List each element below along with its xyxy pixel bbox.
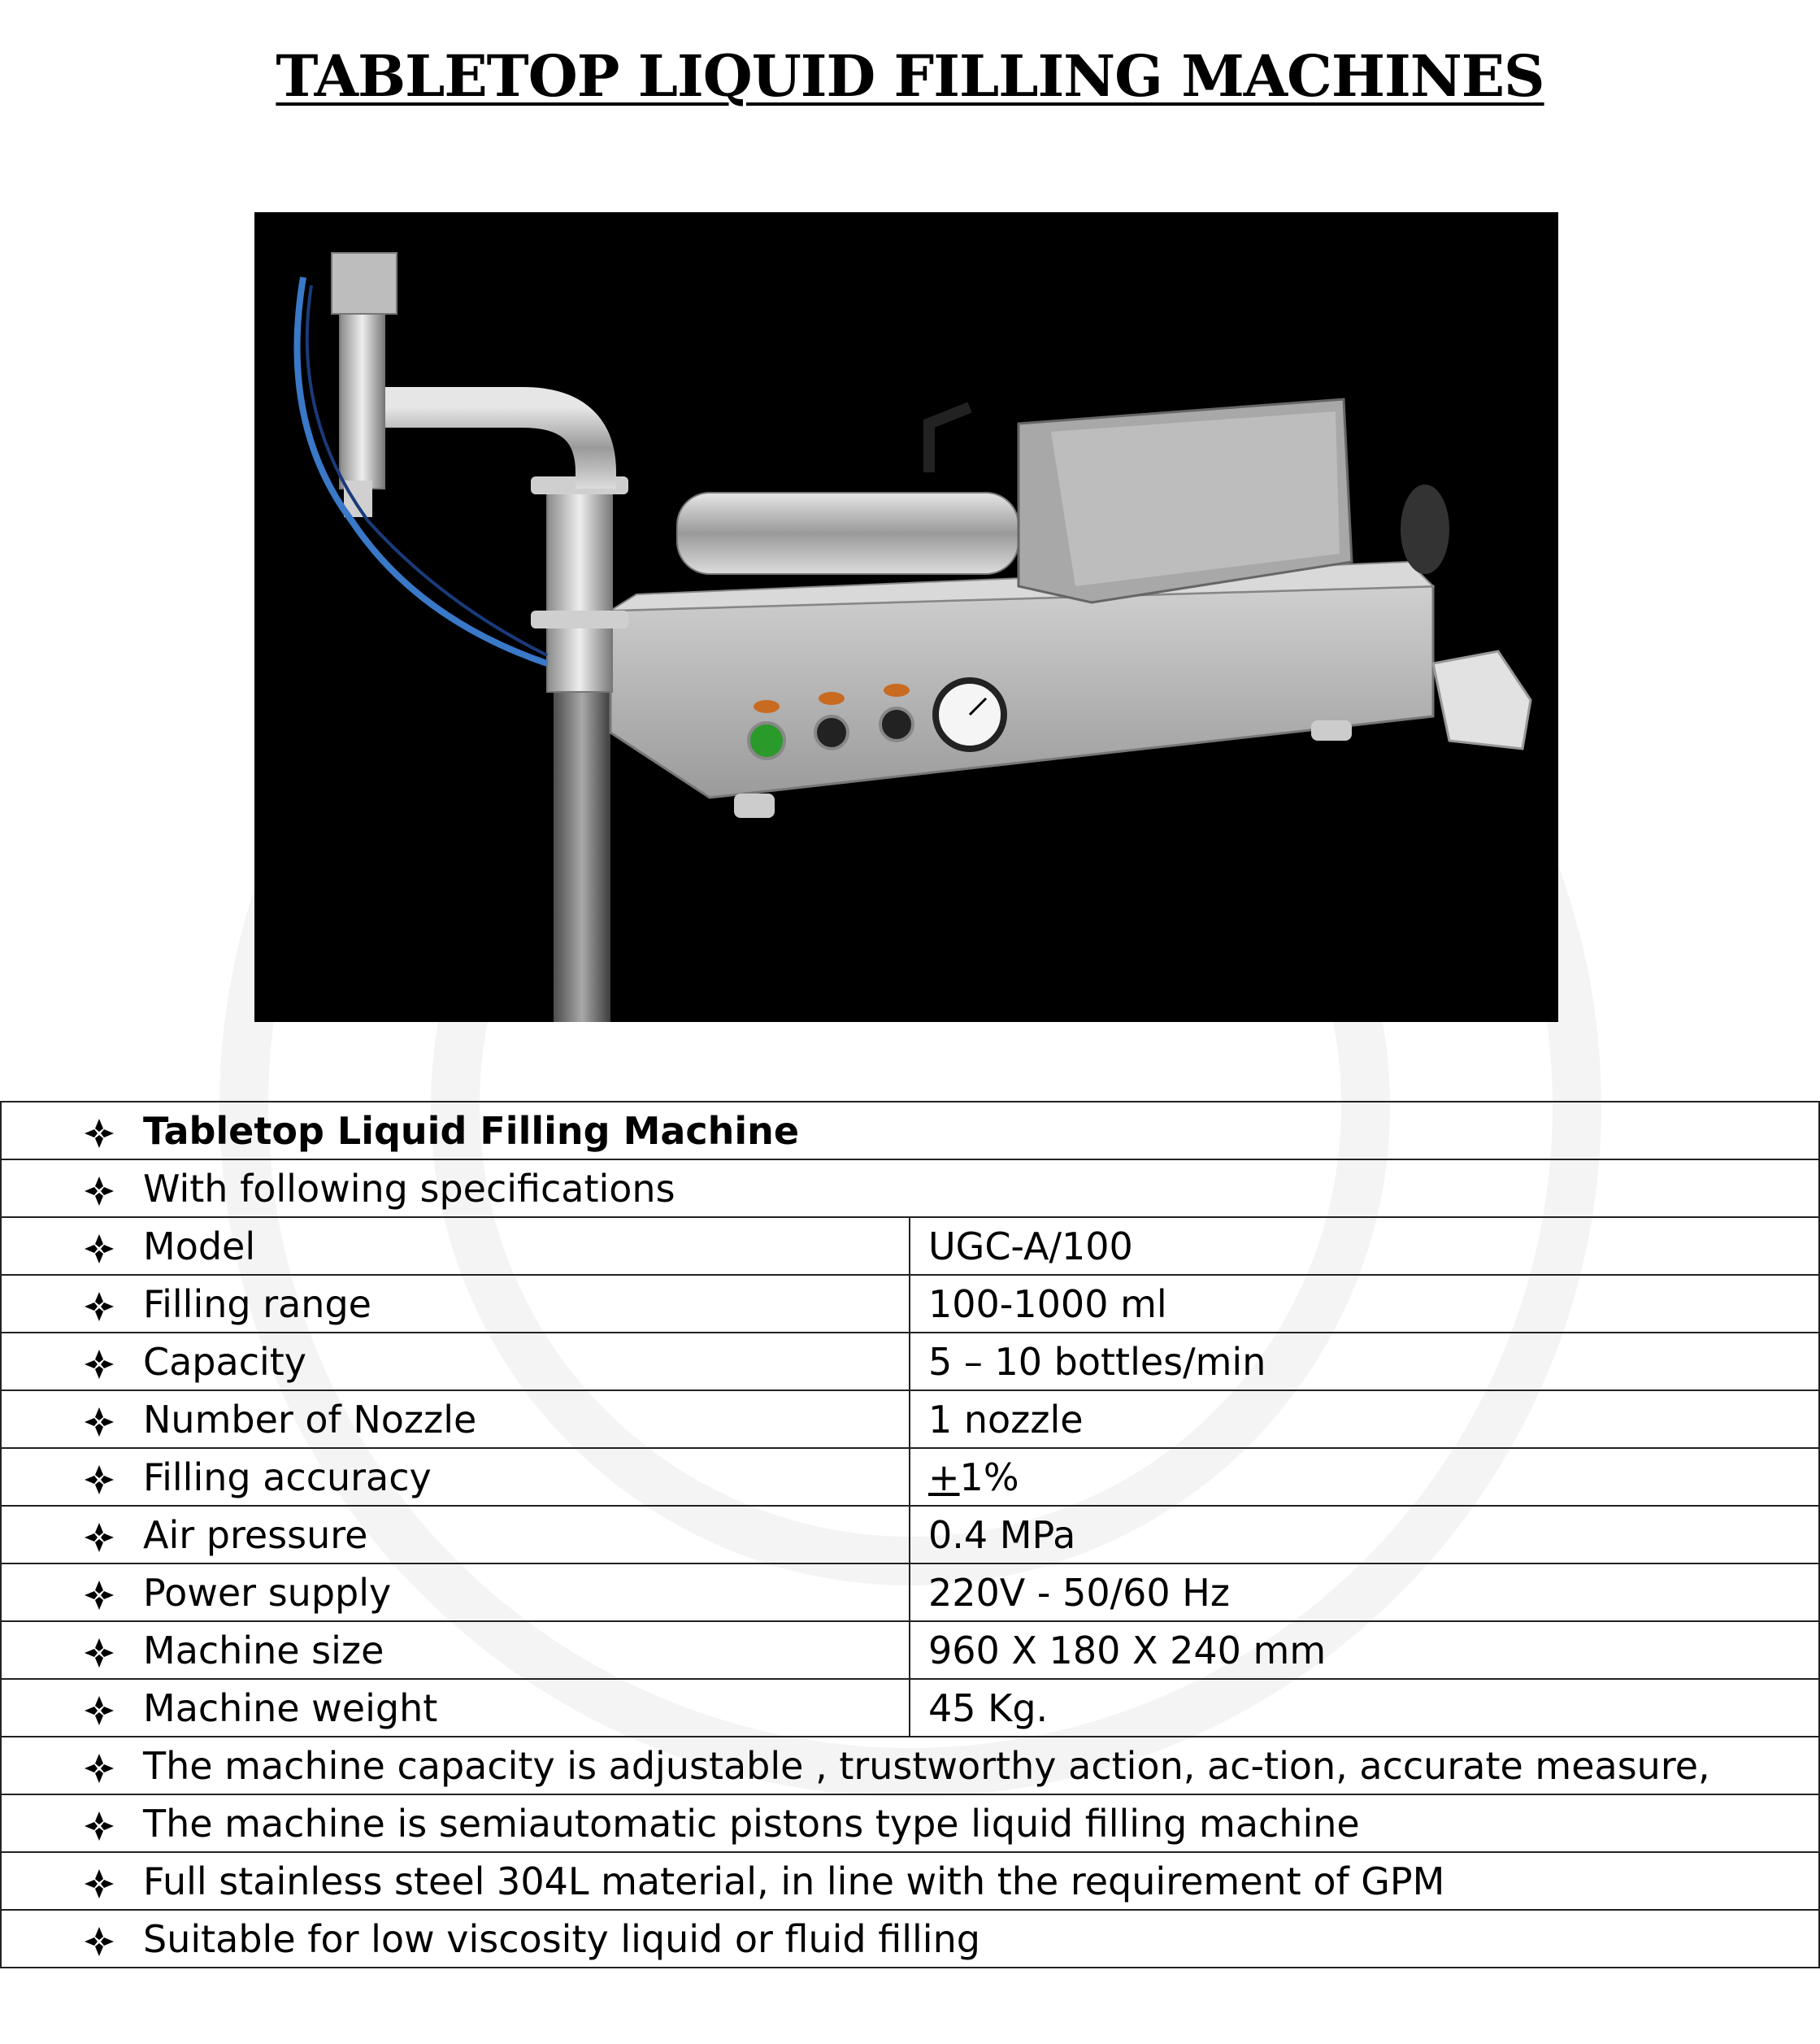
spec-row xyxy=(1,1217,1819,1275)
spec-label: The machine is semiautomatic pistons type liquid filling machine xyxy=(143,1801,1360,1846)
spec-label-cell xyxy=(1,1794,1819,1852)
spec-label-cell xyxy=(1,1852,1819,1910)
spec-label: Model xyxy=(143,1224,256,1268)
diamond-bullet-icon xyxy=(83,1923,115,1955)
spec-label-cell xyxy=(1,1563,910,1621)
spec-value-cell xyxy=(910,1621,1819,1679)
spec-label-cell xyxy=(1,1448,910,1506)
spec-label-cell xyxy=(1,1679,910,1737)
spec-label: Suitable for low viscosity liquid or fluid filling xyxy=(143,1916,980,1961)
spec-value-cell xyxy=(910,1563,1819,1621)
spec-value: 5 – 10 bottles/min xyxy=(928,1339,1266,1384)
page-title: TABLETOP LIQUID FILLING MACHINES xyxy=(276,42,1544,110)
spec-value: 220V - 50/60 Hz xyxy=(928,1570,1231,1615)
spec-value-cell xyxy=(910,1448,1819,1506)
diamond-bullet-icon xyxy=(83,1692,115,1724)
diamond-bullet-icon xyxy=(83,1576,115,1609)
spec-label: Filling range xyxy=(143,1281,371,1326)
spec-label-cell xyxy=(1,1621,910,1679)
spec-label-cell xyxy=(1,1333,910,1390)
spec-label: Air pressure xyxy=(143,1512,368,1557)
spec-label-cell xyxy=(1,1910,1819,1968)
diamond-bullet-icon xyxy=(83,1461,115,1494)
spec-row xyxy=(1,1679,1819,1737)
spec-label: The machine capacity is adjustable , trustworthy action, ac-tion, accurate measure, xyxy=(143,1743,1710,1788)
diamond-bullet-icon xyxy=(83,1115,115,1147)
spec-label: Machine size xyxy=(143,1628,384,1672)
spec-label-cell xyxy=(1,1275,910,1333)
spec-label-cell xyxy=(1,1506,910,1563)
diamond-bullet-icon xyxy=(83,1230,115,1263)
spec-label-cell xyxy=(1,1737,1819,1794)
spec-label-cell xyxy=(1,1390,910,1448)
spec-value-cell xyxy=(910,1506,1819,1563)
spec-label-cell xyxy=(1,1217,910,1275)
spec-label: Number of Nozzle xyxy=(143,1397,477,1442)
spec-value-cell xyxy=(910,1679,1819,1737)
spec-row xyxy=(1,1333,1819,1390)
spec-value-cell xyxy=(910,1390,1819,1448)
spec-label: With following specifications xyxy=(143,1166,675,1211)
spec-value-cell xyxy=(910,1275,1819,1333)
spec-row xyxy=(1,1448,1819,1506)
spec-value: UGC-A/100 xyxy=(928,1224,1133,1268)
spec-value: 45 Kg. xyxy=(928,1685,1049,1730)
diamond-bullet-icon xyxy=(83,1634,115,1667)
spec-row xyxy=(1,1737,1819,1794)
spec-label: Filling accuracy xyxy=(143,1455,432,1499)
spec-row xyxy=(1,1390,1819,1448)
spec-row xyxy=(1,1621,1819,1679)
plus-minus-prefix: + xyxy=(928,1455,960,1499)
machine-photo xyxy=(254,212,1558,1022)
spec-row xyxy=(1,1102,1819,1159)
spec-value-cell xyxy=(910,1217,1819,1275)
diamond-bullet-icon xyxy=(83,1750,115,1782)
spec-row xyxy=(1,1275,1819,1333)
spec-label: Machine weight xyxy=(143,1685,438,1730)
spec-row xyxy=(1,1563,1819,1621)
diamond-bullet-icon xyxy=(83,1807,115,1840)
filling-machine-image xyxy=(254,212,1558,1022)
specifications-table xyxy=(0,1101,1820,1968)
spec-label: Tabletop Liquid Filling Machine xyxy=(143,1108,800,1153)
diamond-bullet-icon xyxy=(83,1288,115,1320)
spec-label-cell xyxy=(1,1102,1819,1159)
diamond-bullet-icon xyxy=(83,1172,115,1205)
spec-row xyxy=(1,1910,1819,1968)
spec-label-cell xyxy=(1,1159,1819,1217)
diamond-bullet-icon xyxy=(83,1403,115,1436)
spec-row xyxy=(1,1159,1819,1217)
spec-value: 1 nozzle xyxy=(928,1397,1084,1442)
diamond-bullet-icon xyxy=(83,1346,115,1378)
spec-value-cell xyxy=(910,1333,1819,1390)
spec-label: Capacity xyxy=(143,1339,307,1384)
spec-label: Power supply xyxy=(143,1570,392,1615)
diamond-bullet-icon xyxy=(83,1865,115,1898)
spec-row xyxy=(1,1506,1819,1563)
spec-row xyxy=(1,1794,1819,1852)
spec-value: 960 X 180 X 240 mm xyxy=(928,1628,1327,1672)
spec-label: Full stainless steel 304L material, in line with the requirement of GPM xyxy=(143,1859,1445,1903)
spec-value: 100-1000 ml xyxy=(928,1281,1167,1326)
spec-row xyxy=(1,1852,1819,1910)
diamond-bullet-icon xyxy=(83,1519,115,1551)
spec-value: 0.4 MPa xyxy=(928,1512,1076,1557)
spec-value: 1% xyxy=(959,1455,1019,1499)
